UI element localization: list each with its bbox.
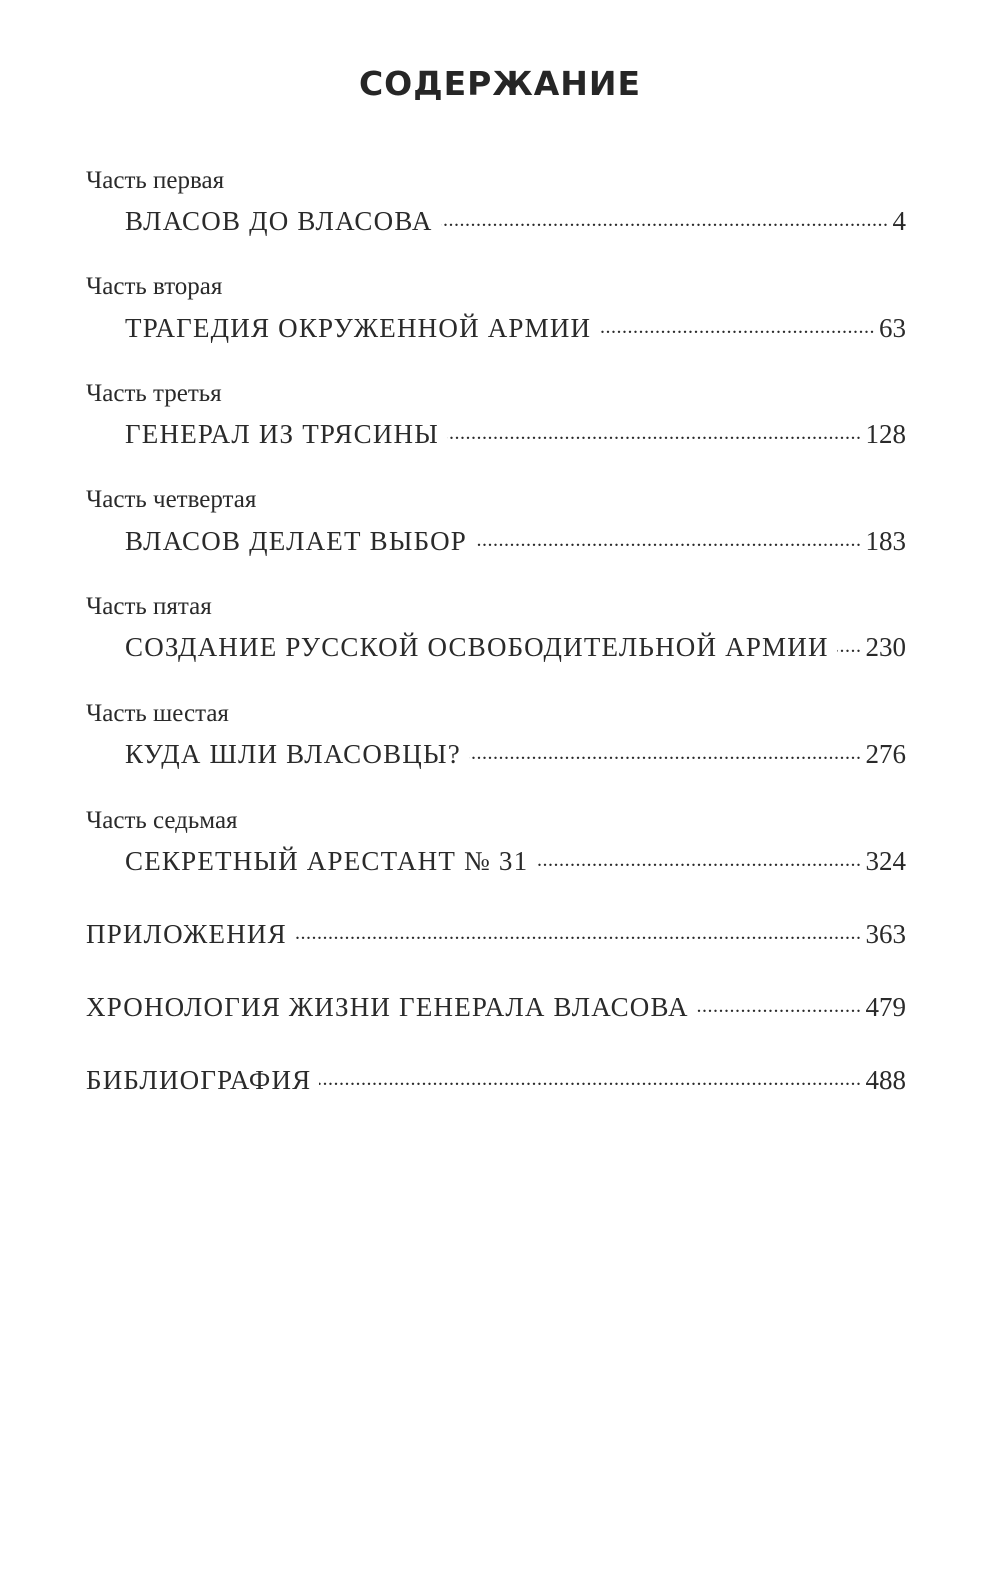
part-label: Часть первая (86, 167, 225, 194)
part-label: Часть четвертая (86, 486, 257, 513)
toc-entry-page: 324 (865, 846, 906, 876)
toc-entry-page: 488 (865, 1065, 906, 1095)
dot-leader (536, 838, 861, 870)
part-label: Часть седьмая (86, 807, 238, 834)
dot-leader (469, 731, 862, 763)
dot-leader (319, 1057, 861, 1089)
toc-entry-page: 128 (865, 419, 906, 449)
toc-entry (86, 984, 906, 1023)
dot-leader (697, 984, 862, 1016)
dot-leader (475, 518, 861, 550)
part-label: Часть шестая (86, 700, 229, 727)
toc-entry-page: 276 (865, 739, 906, 769)
toc-entry-title: СОЗДАНИЕ РУССКОЙ ОСВОБОДИТЕЛЬНОЙ АРМИИ (125, 632, 829, 662)
toc-entry (125, 838, 906, 877)
toc-entry-page: 363 (865, 919, 906, 949)
toc-entry-page: 4 (892, 206, 906, 236)
part-label: Часть пятая (86, 593, 212, 620)
toc-entry-title: ВЛАСОВ ДО ВЛАСОВА (125, 206, 433, 236)
toc-entry (125, 731, 906, 770)
toc-entry-page: 63 (879, 313, 906, 343)
toc-entry (125, 624, 906, 663)
toc-entry (125, 305, 906, 344)
toc-entry-title: ТРАГЕДИЯ ОКРУЖЕННОЙ АРМИИ (125, 313, 592, 343)
dot-leader (837, 624, 862, 656)
page-title: СОДЕРЖАНИЕ (358, 64, 642, 103)
toc-entry (86, 911, 906, 950)
toc-entry-page: 183 (865, 526, 906, 556)
toc-entry (86, 1057, 906, 1096)
toc-entry-page: 230 (865, 632, 906, 662)
dot-leader (447, 411, 862, 443)
toc-entry (125, 198, 906, 237)
toc-entry (125, 518, 906, 557)
dot-leader (295, 911, 862, 943)
toc-entry-title: ГЕНЕРАЛ ИЗ ТРЯСИНЫ (125, 419, 439, 449)
toc-entry-title: ПРИЛОЖЕНИЯ (86, 919, 287, 949)
dot-leader (441, 198, 889, 230)
toc-entry-title: ХРОНОЛОГИЯ ЖИЗНИ ГЕНЕРАЛА ВЛАСОВА (86, 992, 689, 1022)
toc-entry-page: 479 (865, 992, 906, 1022)
toc-entry-title: БИБЛИОГРАФИЯ (86, 1065, 312, 1095)
toc-entry-title: ВЛАСОВ ДЕЛАЕТ ВЫБОР (125, 526, 468, 556)
toc-entry-title: СЕКРЕТНЫЙ АРЕСТАНТ № 31 (125, 846, 529, 876)
part-label: Часть третья (86, 380, 222, 407)
toc-entry (125, 411, 906, 450)
toc-entry-title: КУДА ШЛИ ВЛАСОВЦЫ? (125, 739, 461, 769)
part-label: Часть вторая (86, 273, 223, 300)
dot-leader (599, 305, 875, 337)
